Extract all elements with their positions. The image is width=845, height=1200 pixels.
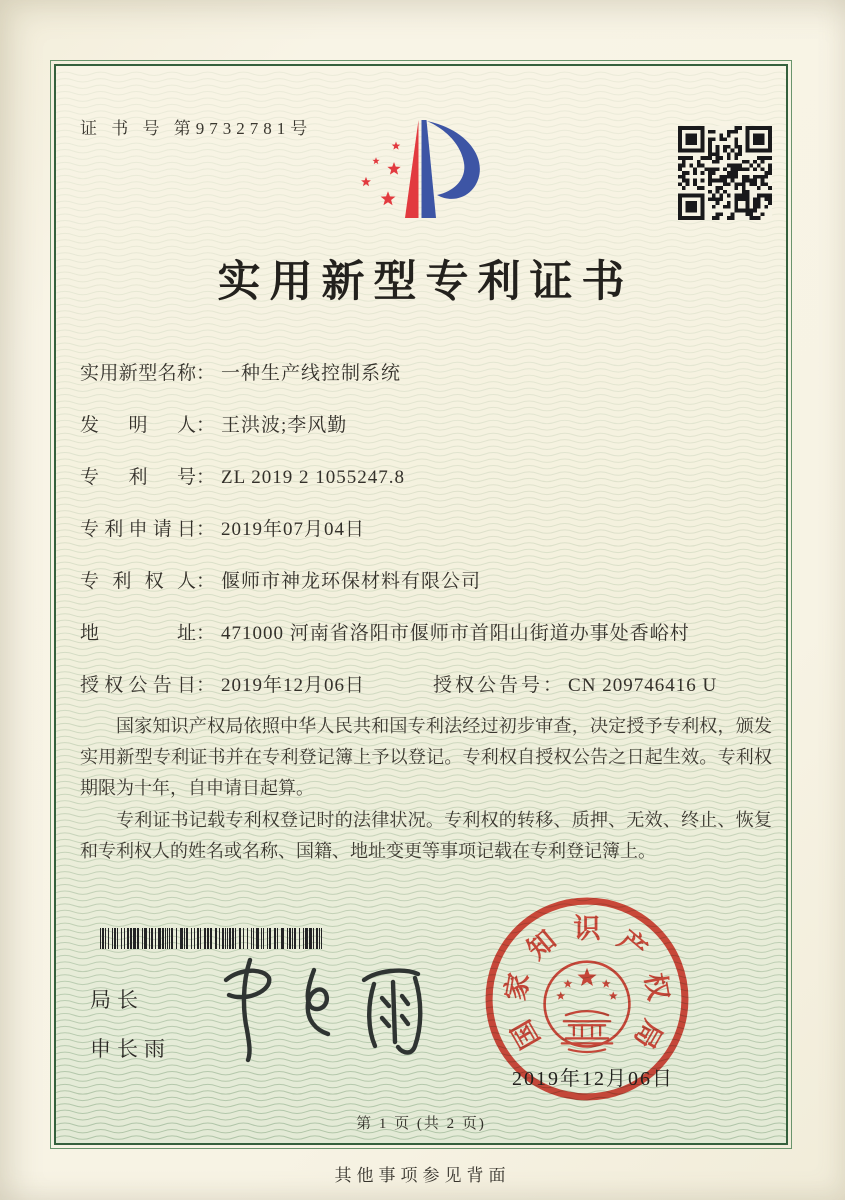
legal-paragraph-2: 专利证书记载专利权登记时的法律状况。专利权的转移、质押、无效、终止、恢复和专利权人的姓名或名称、国籍、地址变更等事项记载在专利登记簿上。 — [80, 810, 772, 861]
field-label: 专利号 — [80, 467, 196, 488]
grant-number-label: 授权公告号 — [433, 675, 544, 696]
field-row-address — [80, 618, 780, 670]
field-value: 2019年12月06日 — [221, 675, 366, 696]
colon: ： — [196, 467, 216, 488]
floral-corner-ornament — [688, 1028, 818, 1158]
colon: ： — [543, 675, 563, 696]
certificate-frame — [50, 60, 792, 1149]
svg-text:识: 识 — [573, 913, 601, 944]
colon: ： — [196, 415, 216, 436]
handwritten-signature — [216, 946, 456, 1071]
colon: ： — [196, 623, 216, 644]
signer-title: 局长 — [90, 988, 144, 1012]
field-value: 一种生产线控制系统 — [221, 363, 402, 384]
back-note: 其他事项参见背面 — [334, 1166, 511, 1185]
colon: ： — [196, 675, 216, 696]
field-label: 地址 — [80, 623, 196, 644]
field-label: 授权公告日 — [80, 675, 196, 696]
signer-name: 申长雨 — [90, 1037, 171, 1061]
certificate-title: 实用新型专利证书 — [217, 259, 634, 306]
svg-text:国: 国 — [506, 1014, 546, 1054]
certificate-frame-inner — [54, 64, 788, 1145]
floral-corner-ornament — [16, 1028, 146, 1158]
field-value: ZL 2019 2 1055247.8 — [221, 467, 406, 488]
svg-text:家: 家 — [500, 970, 535, 1003]
page-number: 第 1 页 (共 2 页) — [356, 1116, 486, 1132]
field-row-filing-date — [80, 514, 780, 566]
cnipa-logo-icon — [348, 118, 508, 224]
svg-text:局: 局 — [628, 1014, 668, 1054]
field-value: 偃师市神龙环保材料有限公司 — [221, 571, 482, 592]
field-row-patent-no — [80, 462, 780, 514]
legal-text — [80, 711, 772, 868]
colon: ： — [196, 363, 216, 384]
svg-text:产: 产 — [612, 924, 653, 966]
field-value: 471000 河南省洛阳市偃师市首阳山街道办事处香峪村 — [221, 623, 690, 644]
field-label: 专利申请日 — [80, 519, 196, 540]
certificate-number: 证 书 号 第9732781号 — [80, 119, 313, 138]
field-row-patentee — [80, 566, 780, 618]
colon: ： — [196, 519, 216, 540]
field-row-inventor — [80, 410, 780, 462]
field-value: 2019年07月04日 — [221, 519, 366, 540]
legal-paragraph-1: 国家知识产权局依照中华人民共和国专利法经过初步审查，决定授予专利权，颁发实用新型专利证书并在专利登记簿上予以登记。专利权自授权公告之日起生效。专利权期限为十年，自申请日起算。 — [80, 716, 772, 798]
field-value: 王洪波;李风勤 — [221, 415, 348, 436]
field-label: 发明人 — [80, 415, 196, 436]
svg-text:知: 知 — [521, 924, 562, 966]
field-label: 专利权人 — [80, 571, 196, 592]
field-list — [80, 358, 780, 722]
svg-text:权: 权 — [639, 970, 674, 1003]
grant-number-value: CN 209746416 U — [568, 675, 718, 696]
field-label: 实用新型名称 — [80, 363, 196, 384]
qr-code-icon — [678, 126, 772, 220]
field-row-name — [80, 358, 780, 410]
colon: ： — [196, 571, 216, 592]
seal-date: 2019年12月06日 — [512, 1068, 674, 1090]
